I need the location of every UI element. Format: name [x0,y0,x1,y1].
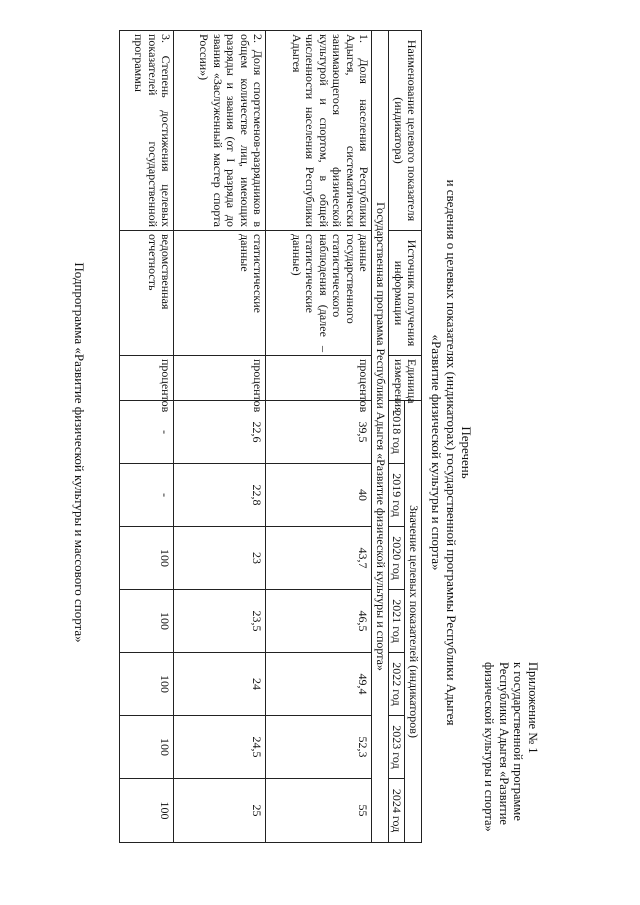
value-cell: 100 [120,716,174,779]
header-unit: Единица измерения [389,356,422,401]
indicator-unit: процентов [266,356,372,401]
header-name: Наименование целевого показателя (индикатора) [389,31,422,231]
indicator-name: 2. Доля спортсменов-разрядников в общем количестве лиц, имеющих разряды и звания (от I разряда до звания «Заслуженный мастер спорта России») [174,31,266,231]
header-values-group: Значение целевых показателей (индикаторов) [405,401,422,843]
section-title: Государственная программа Республики Адыгея «Развитие физической культуры и спорта» [372,31,389,843]
value-cell: 24 [174,653,266,716]
value-cell: 23,5 [174,590,266,653]
header-year: 2022 год [389,653,406,716]
value-cell: 100 [120,527,174,590]
appendix-line: Республики Адыгея «Развитие [497,662,511,825]
indicator-unit: процентов [174,356,266,401]
appendix-line: физической культуры и спорта» [482,662,497,832]
header-year: 2019 год [389,464,406,527]
table-row [174,31,266,843]
header-year: 2023 год [389,716,406,779]
document-subtitle-program: «Развитие физической культуры и спорта» [429,334,444,571]
value-cell: 25 [174,779,266,843]
value-cell: 22,8 [174,464,266,527]
value-cell: 100 [120,779,174,843]
value-cell: 24,5 [174,716,266,779]
document-title: Перечень [459,426,474,479]
value-cell: 46,5 [266,590,372,653]
indicator-source: данные государственного статистического наблюдения (далее – статистические данные) [266,231,372,356]
indicator-source: статистические данные [174,231,266,356]
value-cell: 43,7 [266,527,372,590]
value-cell: 39,5 [266,401,372,464]
value-cell: 23 [174,527,266,590]
header-source: Источник получения информации [389,231,422,356]
value-cell: 40 [266,464,372,527]
header-year: 2021 год [389,590,406,653]
indicator-source: ведомственная отчетность [120,231,174,356]
section-row [372,31,389,843]
value-cell: - [120,464,174,527]
appendix-line: Приложение № 1 [526,662,540,754]
indicator-name: 1. Доля населения Республики Адыгея, систематически занимающегося физической культурой и спортом, в общей численности населения Республики Адыгея [266,31,372,231]
value-cell: 49,4 [266,653,372,716]
value-cell: 55 [266,779,372,843]
document-subtitle: и сведения о целевых показателях (индикаторах) государственной программы Республики Адыгея [444,179,459,726]
value-cell: 22,6 [174,401,266,464]
indicators-table [120,30,423,843]
indicator-unit: процентов [120,356,174,401]
value-cell: - [120,401,174,464]
header-year: 2024 год [389,779,406,843]
appendix-note [482,662,540,862]
value-cell: 52,3 [266,716,372,779]
header-year: 2018 год [389,401,406,464]
header-row [405,31,422,843]
table-row [266,31,372,843]
table-row [120,31,174,843]
header-year: 2020 год [389,527,406,590]
subprogram-heading: Подпрограмма «Развитие физической культуры и массового спорта» [72,262,87,643]
indicator-name: 3. Степень достижения целевых показателей государственной программы [120,31,174,231]
value-cell: 100 [120,653,174,716]
appendix-line: к государственной программе [511,662,526,821]
value-cell: 100 [120,590,174,653]
